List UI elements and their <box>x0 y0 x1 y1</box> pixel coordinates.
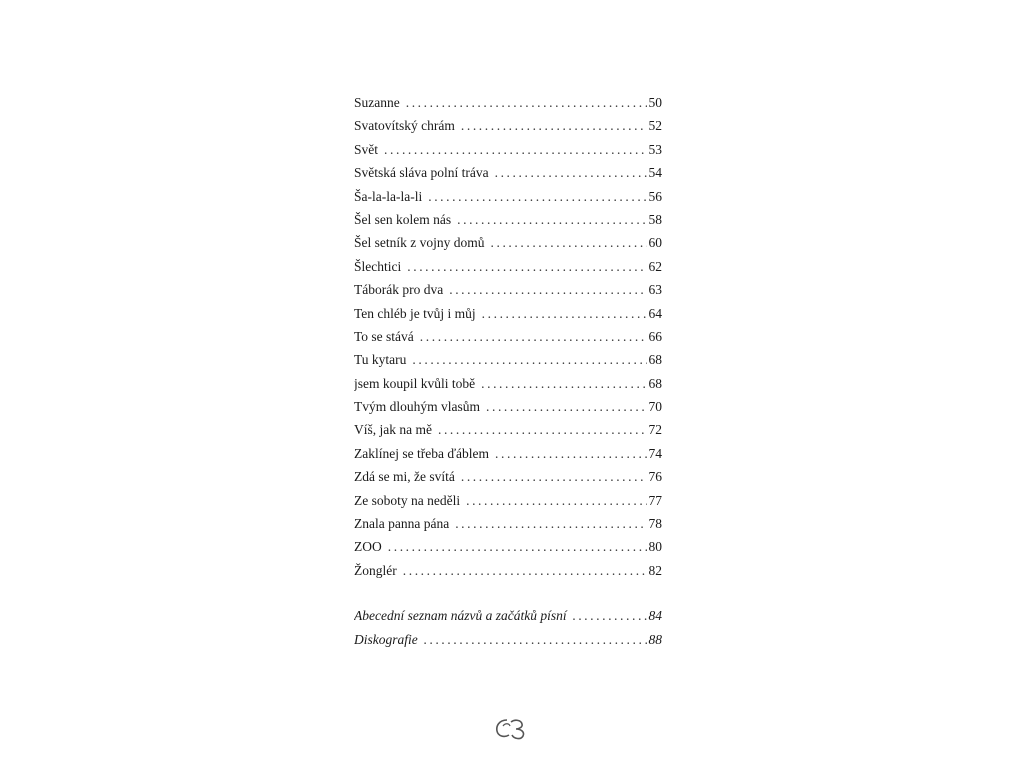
toc-row <box>354 259 662 282</box>
toc-leader-dots <box>406 95 647 111</box>
toc-row <box>354 352 662 375</box>
toc-entry-title: Tu kytaru <box>354 352 407 368</box>
toc-page-number: 60 <box>648 235 662 251</box>
toc-page-number: 80 <box>648 539 662 555</box>
toc-entry-title: Světská sláva polní tráva <box>354 165 489 181</box>
toc-leader-dots <box>424 632 647 648</box>
toc-leader-dots <box>438 422 647 438</box>
toc-entry-title: Táborák pro dva <box>354 282 444 298</box>
toc-row <box>354 539 662 562</box>
toc-entry-title: Šel sen kolem nás <box>354 211 452 227</box>
toc-leader-dots <box>495 446 646 462</box>
toc-entry-title: Tvým dlouhým vlasům <box>354 399 480 415</box>
toc-row <box>354 493 662 516</box>
toc-page-number: 64 <box>648 305 662 321</box>
toc-page-number: 84 <box>648 608 662 624</box>
toc-row <box>354 165 662 188</box>
toc-page-number: 63 <box>648 282 662 298</box>
toc-entry-title: Ten chléb je tvůj i můj <box>354 305 476 321</box>
toc-entry-title: Šlechtici <box>354 258 402 274</box>
toc-leader-dots <box>388 539 647 555</box>
toc-leader-dots <box>384 142 646 158</box>
toc-appendix <box>354 608 662 655</box>
toc-page-number: 56 <box>648 188 662 204</box>
toc-entry-title: Ša-la-la-la-li <box>354 188 423 204</box>
toc-leader-dots <box>455 516 646 532</box>
toc-leader-dots <box>457 212 646 228</box>
toc-entries <box>354 95 662 586</box>
toc-entry-title: Abecední seznam názvů a začátků písní <box>354 608 567 624</box>
toc-entry-title: Zaklínej se třeba ďáblem <box>354 445 490 461</box>
flourish-ornament-icon <box>493 714 529 742</box>
toc-row <box>354 446 662 469</box>
toc-entry-title: Znala panna pána <box>354 516 450 532</box>
toc-page-number: 72 <box>648 422 662 438</box>
toc-leader-dots <box>491 235 647 251</box>
toc-row <box>354 563 662 586</box>
toc-entry-title: Suzanne <box>354 95 400 110</box>
toc-leader-dots <box>486 399 647 415</box>
toc-entry-title: Svět <box>354 141 379 157</box>
toc-entry-title: Diskografie <box>354 631 418 647</box>
toc-entry-title: Víš, jak na mě <box>354 422 432 438</box>
toc-appendix-row <box>354 632 662 655</box>
toc-row <box>354 95 662 118</box>
toc-entry-title: Svatovítský chrám <box>354 118 455 134</box>
toc-page-number: 54 <box>648 165 662 181</box>
toc-entry-title: Zdá se mi, že svítá <box>354 469 455 485</box>
toc-appendix-row <box>354 608 662 631</box>
toc-entry-title: jsem koupil kvůli tobě <box>354 375 476 391</box>
toc-page-number: 53 <box>648 141 662 157</box>
toc-row <box>354 189 662 212</box>
toc-page-number: 82 <box>648 562 662 578</box>
toc-page-number: 66 <box>648 328 662 344</box>
toc-page-number: 70 <box>648 399 662 415</box>
toc-leader-dots <box>461 469 647 485</box>
toc-row <box>354 142 662 165</box>
toc-entry-title: Žonglér <box>354 562 397 578</box>
toc-page-number: 52 <box>648 118 662 134</box>
toc-page-number: 62 <box>648 258 662 274</box>
toc-entry-title: Ze soboty na neděli <box>354 492 461 508</box>
toc-page-number: 68 <box>648 352 662 368</box>
toc-page-number: 50 <box>648 95 662 110</box>
toc-leader-dots <box>482 306 647 322</box>
toc-page-number: 58 <box>648 211 662 227</box>
toc-page-number: 88 <box>648 631 662 647</box>
toc-row <box>354 376 662 399</box>
toc-gap <box>354 586 662 608</box>
toc-leader-dots <box>481 376 646 392</box>
toc-leader-dots <box>420 329 647 345</box>
toc-entry-title: ZOO <box>354 539 382 555</box>
toc-row <box>354 329 662 352</box>
toc-row <box>354 282 662 305</box>
toc-leader-dots <box>466 493 646 509</box>
toc-leader-dots <box>461 118 647 134</box>
toc-row <box>354 422 662 445</box>
toc-row <box>354 118 662 141</box>
toc-page-number: 68 <box>648 375 662 391</box>
toc-row <box>354 469 662 492</box>
toc-leader-dots <box>495 165 647 181</box>
table-of-contents <box>354 95 662 655</box>
toc-leader-dots <box>428 189 646 205</box>
toc-leader-dots <box>573 608 647 624</box>
toc-leader-dots <box>412 352 646 368</box>
toc-row <box>354 212 662 235</box>
toc-entry-title: Šel setník z vojny domů <box>354 235 485 251</box>
toc-page-number: 76 <box>648 469 662 485</box>
toc-leader-dots <box>449 282 646 298</box>
toc-leader-dots <box>407 259 646 275</box>
toc-leader-dots <box>403 563 647 579</box>
toc-page-number: 78 <box>648 516 662 532</box>
toc-page-number: 74 <box>648 445 662 461</box>
toc-entry-title: To se stává <box>354 328 414 344</box>
toc-row <box>354 516 662 539</box>
toc-row <box>354 399 662 422</box>
toc-row <box>354 235 662 258</box>
toc-row <box>354 306 662 329</box>
toc-page-number: 77 <box>648 492 662 508</box>
